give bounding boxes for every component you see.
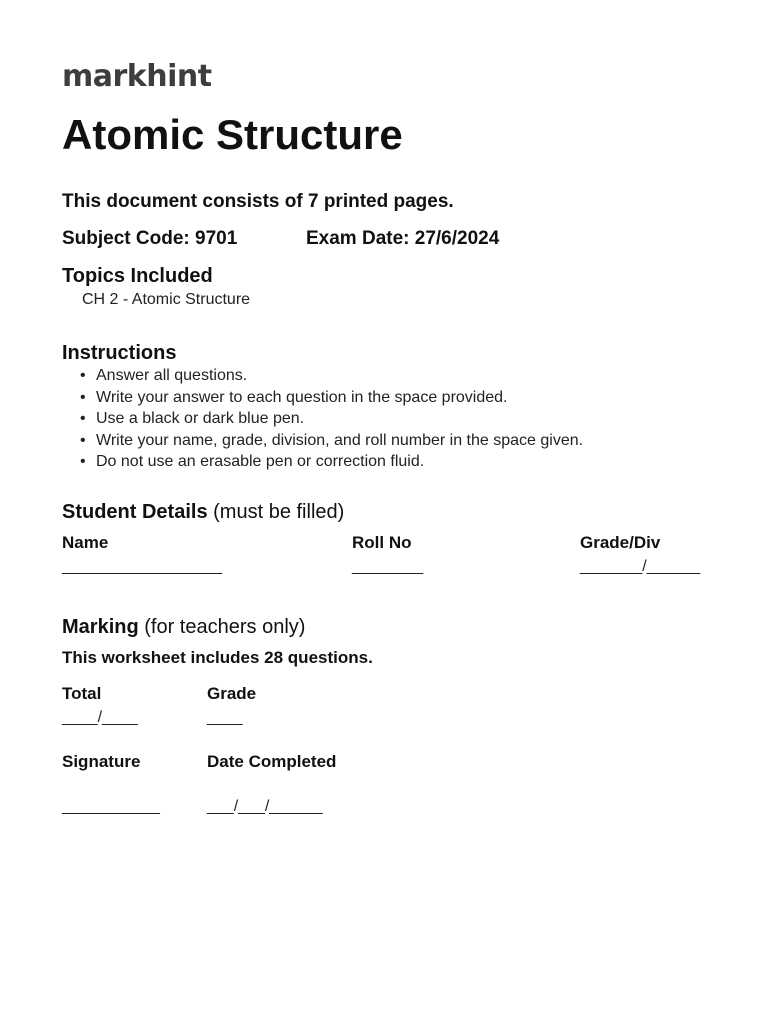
roll-no-field[interactable]: ________ bbox=[352, 558, 424, 575]
markhint-logo: markhint bbox=[62, 59, 212, 94]
instruction-text: Write your answer to each question in the space provided. bbox=[96, 388, 508, 406]
roll-no-label: Roll No bbox=[352, 533, 412, 552]
exam-meta-row bbox=[62, 227, 500, 251]
total-label: Total bbox=[62, 684, 102, 703]
bullet-icon: • bbox=[80, 431, 86, 449]
instruction-item bbox=[80, 408, 583, 430]
instructions-list bbox=[80, 365, 583, 473]
instruction-text: Write your name, grade, division, and roll number in the space given. bbox=[96, 431, 584, 449]
instruction-item bbox=[80, 387, 583, 409]
instruction-text: Answer all questions. bbox=[96, 367, 248, 384]
grade-field[interactable]: ____ bbox=[207, 709, 243, 726]
document-title: Atomic Structure bbox=[62, 111, 403, 158]
student-details-heading bbox=[62, 499, 344, 525]
date-completed-label: Date Completed bbox=[207, 752, 337, 771]
instruction-item bbox=[80, 451, 583, 473]
marking-heading bbox=[62, 614, 305, 640]
question-count-text: This worksheet includes 28 questions. bbox=[62, 648, 373, 667]
date-completed-field[interactable]: ___/___/______ bbox=[207, 798, 323, 815]
topics-heading: Topics Included bbox=[62, 265, 213, 287]
grade-label: Grade bbox=[207, 684, 257, 703]
exam-date: Exam Date: 27/6/2024 bbox=[306, 228, 500, 249]
subject-code: Subject Code: 9701 bbox=[62, 228, 238, 249]
signature-field[interactable]: ___________ bbox=[62, 798, 160, 815]
bullet-icon: • bbox=[80, 453, 86, 470]
student-details-title: Student Details bbox=[62, 501, 208, 523]
instructions-heading: Instructions bbox=[62, 342, 177, 364]
grade-div-field[interactable]: _______/______ bbox=[580, 558, 701, 575]
marking-title: Marking bbox=[62, 616, 139, 638]
student-details-note: (must be filled) bbox=[213, 501, 345, 523]
grade-div-label: Grade/Div bbox=[580, 533, 661, 552]
total-field[interactable]: ____/____ bbox=[62, 709, 138, 726]
topic-item: CH 2 - Atomic Structure bbox=[82, 291, 251, 308]
name-field[interactable]: __________________ bbox=[62, 558, 223, 575]
instruction-text: Use a black or dark blue pen. bbox=[96, 410, 305, 427]
page-count-text: This document consists of 7 printed pages. bbox=[62, 191, 454, 212]
bullet-icon: • bbox=[80, 410, 86, 427]
instruction-item bbox=[80, 430, 583, 452]
instruction-item bbox=[80, 365, 583, 387]
marking-note: (for teachers only) bbox=[144, 616, 306, 638]
name-label: Name bbox=[62, 533, 109, 552]
instruction-text: Do not use an erasable pen or correction fluid. bbox=[96, 453, 425, 470]
signature-label: Signature bbox=[62, 752, 141, 771]
bullet-icon: • bbox=[80, 388, 86, 406]
bullet-icon: • bbox=[80, 367, 86, 384]
